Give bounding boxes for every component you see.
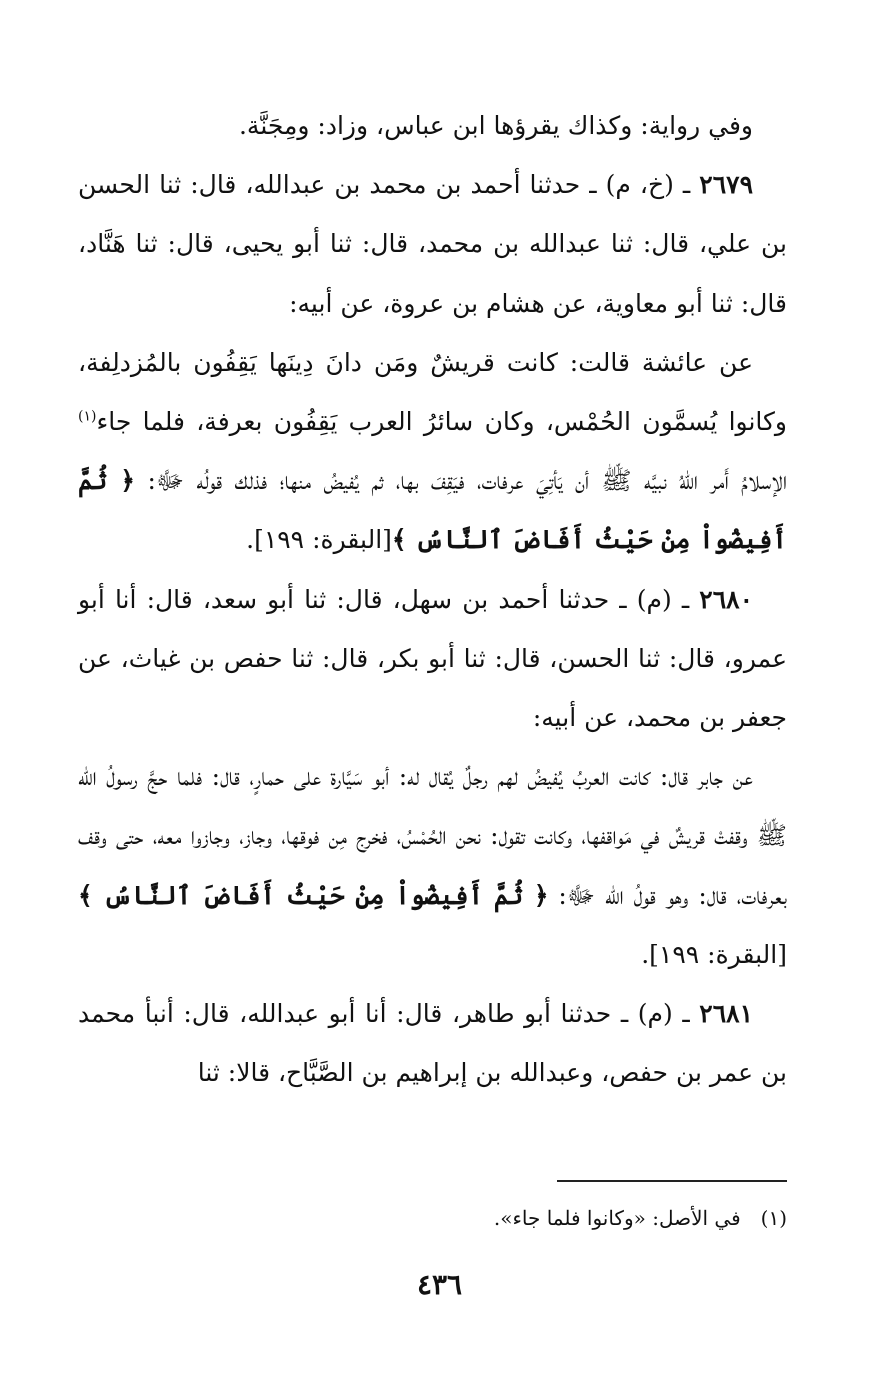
text-line: وفي رواية: وكذاك يقرؤها ابن عباس، وزاد: ومِجَنَّة. xyxy=(238,111,753,140)
hadith-2681-isnad xyxy=(78,984,787,1102)
matn-text: الإسلامُ أَمر اللهُ نبيَّه ﷺ أن يَأتِيَ عرفات، فيَقِفَ بها، ثم يُفيضُ منها؛ فذلك قولُه ﷻ: xyxy=(135,466,787,496)
quran-verse: ﴿ ثُمَّ أَفِيضُواْ مِنْ حَيْثُ أَفَاضَ ٱلنَّاسُ ﴾ xyxy=(78,466,787,555)
isnad-text: ـ (م) ـ حدثنا أبو طاهر، قال: أنا أبو عبدالله، قال: أنبأ محمد بن عمر بن حفص، وعبدالله بن إبراهيم بن الصَّبَّاح، قالا: ثنا xyxy=(78,999,787,1088)
verse-reference: [البقرة: ١٩٩]. xyxy=(641,939,787,969)
page-number: ٤٣٦ xyxy=(416,1268,463,1301)
footnote-number: (١) xyxy=(760,1206,787,1230)
footnote xyxy=(78,1203,787,1233)
hadith-2680-isnad xyxy=(78,570,787,748)
main-text xyxy=(78,96,787,1102)
hadith-2680-matn xyxy=(78,747,787,984)
hadith-number: ٢٦٧٩ xyxy=(699,170,753,200)
footnote-marker[interactable]: (١) xyxy=(78,408,97,425)
matn-text: عن عائشة قالت: كانت قريشٌ ومَن دانَ دِينَها يَقِفُون بالمُزدلِفة، وكانوا يُسمَّون الحُمْس، وكان سائرُ العرب يَقِفُون بعرفة، فلما جاء xyxy=(78,347,787,437)
matn-text: عن جابر قال: كانت العربُ يُفيضُ لهم رجلٌ يُقال له: أبو سَيَّارة على حمارٍ، قال: فلما حجَّ رسولُ الله ﷺ وقفتْ قريشٌ في مَواقفها، وكانت تقول: نحن الحُمْسُ، فخرج مِن فوقها، وجاز، وجازوا معه، حتى وقف بعرفات، قال: وهو قولُ الله ﷻ: xyxy=(78,762,787,910)
hadith-2679-isnad xyxy=(78,155,787,333)
hadith-number: ٢٦٨١ xyxy=(699,999,753,1029)
footnote-text: في الأصل: «وكانوا فلما جاء». xyxy=(493,1206,741,1230)
quran-verse: ﴿ ثُمَّ أَفِيضُواْ مِنْ حَيْثُ أَفَاضَ ٱلنَّاسُ ﴾ xyxy=(78,880,549,910)
verse-reference: [البقرة: ١٩٩]. xyxy=(246,525,392,555)
footnote-divider xyxy=(557,1180,787,1182)
hadith-2679-matn xyxy=(78,333,787,570)
isnad-text: ـ (م) ـ حدثنا أحمد بن سهل، قال: ثنا أبو سعد، قال: أنا أبو عمرو، قال: ثنا الحسن، قال: ثنا أبو بكر، قال: ثنا حفص بن غياث، عن جعفر بن محمد، عن أبيه: xyxy=(78,584,787,733)
hadith-number: ٢٦٨٠ xyxy=(699,584,753,614)
isnad-text: ـ (خ، م) ـ حدثنا أحمد بن محمد بن عبدالله، قال: ثنا الحسن بن علي، قال: ثنا عبدالله بن محمد، قال: ثنا أبو يحيى، قال: ثنا هَنَّاد، قال: ثنا أبو معاوية، عن هشام بن عروة، عن أبيه: xyxy=(78,170,787,318)
paragraph-variant-reading xyxy=(78,96,787,155)
